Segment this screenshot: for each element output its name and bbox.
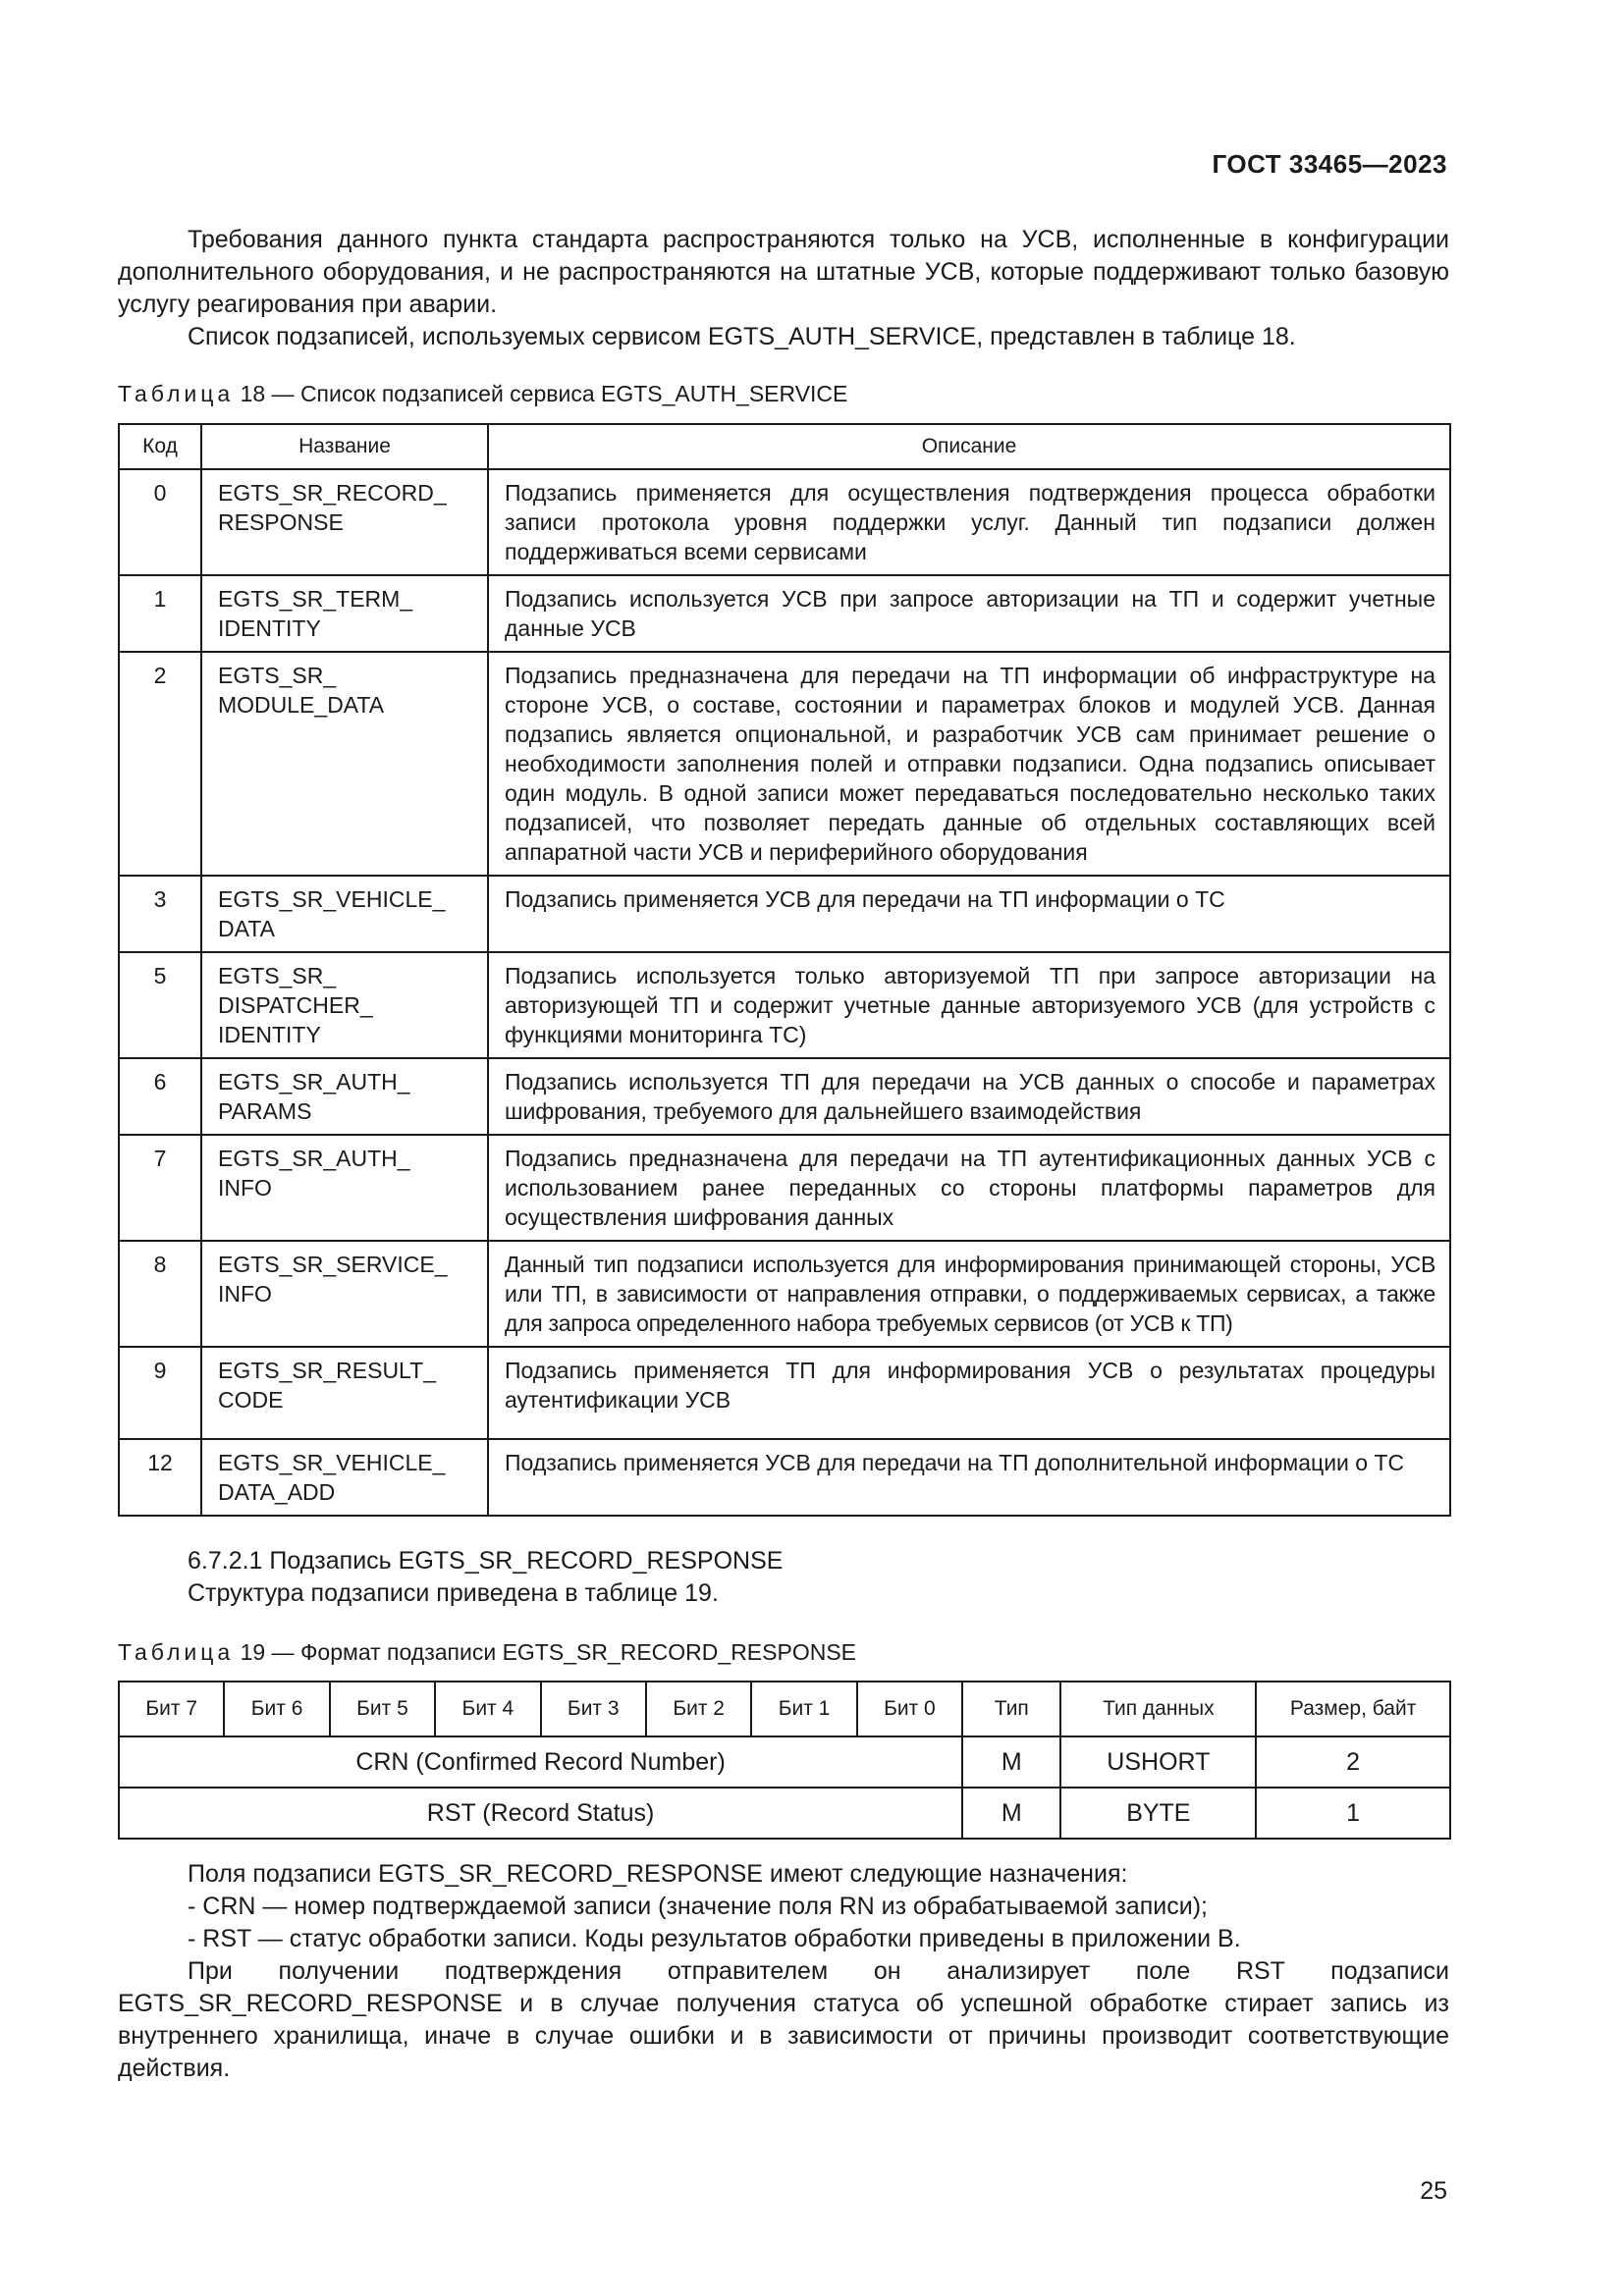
- header-size: Размер, байт: [1256, 1682, 1450, 1736]
- header-data-type: Тип данных: [1060, 1682, 1256, 1736]
- intro-paragraph-2: Список подзаписей, используемых сервисом EGTS_AUTH_SERVICE, представлен в таблице 18.: [188, 323, 1296, 350]
- record-response-format-table: [118, 1681, 1451, 1840]
- table19-caption-title: 19 — Формат подзаписи EGTS_SR_RECORD_RESPONSE: [234, 1639, 857, 1665]
- table18-caption-prefix: Таблица: [118, 381, 235, 406]
- table19-header-row: [119, 1682, 1450, 1736]
- header-bit-4: Бит 4: [435, 1682, 540, 1736]
- row-description: Подзапись применяется ТП для информирования УСВ о результатах процедуры аутентификации УСВ: [488, 1347, 1450, 1439]
- row-name: EGTS_SR_ MODULE_DATA: [201, 652, 488, 876]
- row-code: 2: [119, 652, 201, 876]
- confirmation-handling-paragraph: При получении подтверждения отправителем он анализирует поле RST подзаписи EGTS_SR_RECORD_RESPONSE и в случае получения статуса об успешной обработке стирает запись из внутреннего хранилища, иначе в случае ошибки и в зависимости от причины производит соответствующие действия.: [118, 1957, 1449, 2082]
- table19-caption: [118, 1639, 856, 1666]
- row-name: EGTS_SR_AUTH_ PARAMS: [201, 1058, 488, 1135]
- row-name: EGTS_SR_AUTH_ INFO: [201, 1135, 488, 1241]
- row-name: EGTS_SR_RECORD_ RESPONSE: [201, 469, 488, 575]
- row-name: EGTS_SR_SERVICE_ INFO: [201, 1241, 488, 1347]
- row-description: Подзапись предназначена для передачи на ТП аутентификационных данных УСВ с использованием ранее переданных со стороны платформы параметров для осуществления шифрования данных: [488, 1135, 1450, 1241]
- field-name: CRN (Confirmed Record Number): [119, 1736, 962, 1788]
- table-row: [119, 652, 1450, 876]
- row-code: 0: [119, 469, 201, 575]
- table-row: [119, 1135, 1450, 1241]
- table-row: [119, 1736, 1450, 1788]
- field-size: 2: [1256, 1736, 1450, 1788]
- fields-description: [118, 1858, 1449, 2085]
- table18-caption: [118, 381, 847, 407]
- field-type: M: [962, 1736, 1060, 1788]
- header-type: Тип: [962, 1682, 1060, 1736]
- row-name: EGTS_SR_RESULT_ CODE: [201, 1347, 488, 1439]
- section-6-7-2-1: [118, 1545, 1449, 1610]
- field-data-type: BYTE: [1060, 1788, 1256, 1839]
- header-bit-5: Бит 5: [330, 1682, 435, 1736]
- field-data-type: USHORT: [1060, 1736, 1256, 1788]
- row-name: EGTS_SR_VEHICLE_ DATA: [201, 876, 488, 952]
- table-row: [119, 1788, 1450, 1839]
- table-row: [119, 952, 1450, 1058]
- intro-text: [118, 224, 1449, 353]
- page-number: 25: [1420, 2177, 1447, 2205]
- table19-caption-prefix: Таблица: [118, 1639, 235, 1665]
- row-description: Подзапись применяется УСВ для передачи на ТП дополнительной информации о ТС: [488, 1439, 1450, 1516]
- table-row: [119, 1058, 1450, 1135]
- subrecord-list-table: [118, 423, 1451, 1517]
- row-description: Данный тип подзаписи используется для информирования принимающей стороны, УСВ или ТП, в зависимости от направления отправки, о поддерживаемых сервисах, а также для запроса определенного набора требуемых сервисов (от УСВ к ТП): [488, 1241, 1450, 1347]
- table-row: [119, 1347, 1450, 1439]
- header-description: Описание: [488, 424, 1450, 469]
- table-row: [119, 469, 1450, 575]
- header-name: Название: [201, 424, 488, 469]
- row-description: Подзапись предназначена для передачи на ТП информации об инфраструктуре на стороне УСВ, о составе, состоянии и параметрах блоков и модулей УСВ. Данная подзапись является опциональной, и разработчик УСВ сам принимает решение о необходимости заполнения полей и отправки подзаписи. Одна подзапись описывает один модуль. В одной записи может передаваться последовательно несколько таких подзаписей, что позволяет передать данные об отдельных составляющих всей аппаратной части УСВ и периферийного оборудования: [488, 652, 1450, 876]
- table-row: [119, 1241, 1450, 1347]
- row-code: 8: [119, 1241, 201, 1347]
- row-code: 7: [119, 1135, 201, 1241]
- table-row: [119, 1439, 1450, 1516]
- header-bit-2: Бит 2: [646, 1682, 751, 1736]
- field-size: 1: [1256, 1788, 1450, 1839]
- standard-designation: ГОСТ 33465—2023: [1212, 149, 1447, 179]
- header-bit-3: Бит 3: [541, 1682, 646, 1736]
- row-name: EGTS_SR_ DISPATCHER_ IDENTITY: [201, 952, 488, 1058]
- row-name: EGTS_SR_VEHICLE_ DATA_ADD: [201, 1439, 488, 1516]
- row-description: Подзапись применяется УСВ для передачи на ТП информации о ТС: [488, 876, 1450, 952]
- table-row: [119, 575, 1450, 652]
- row-description: Подзапись используется УСВ при запросе авторизации на ТП и содержит учетные данные УСВ: [488, 575, 1450, 652]
- row-description: Подзапись используется только авторизуемой ТП при запросе авторизации на авторизующей ТП и содержит учетные данные авторизуемого УСВ (для устройств с функциями мониторинга ТС): [488, 952, 1450, 1058]
- row-name: EGTS_SR_TERM_ IDENTITY: [201, 575, 488, 652]
- field-crn-description: - CRN — номер подтверждаемой записи (значение поля RN из обрабатываемой записи);: [188, 1893, 1208, 1920]
- header-bit-1: Бит 1: [751, 1682, 856, 1736]
- section-heading: 6.7.2.1 Подзапись EGTS_SR_RECORD_RESPONSE: [188, 1547, 784, 1575]
- row-code: 9: [119, 1347, 201, 1439]
- table-row: [119, 876, 1450, 952]
- header-code: Код: [119, 424, 201, 469]
- row-description: Подзапись применяется для осуществления подтверждения процесса обработки записи протокола уровня поддержки услуг. Данный тип подзаписи должен поддерживаться всеми сервисами: [488, 469, 1450, 575]
- fields-intro: Поля подзаписи EGTS_SR_RECORD_RESPONSE имеют следующие назначения:: [188, 1860, 1128, 1888]
- table18-header-row: [119, 424, 1450, 469]
- field-type: M: [962, 1788, 1060, 1839]
- field-name: RST (Record Status): [119, 1788, 962, 1839]
- header-bit-0: Бит 0: [857, 1682, 962, 1736]
- row-description: Подзапись используется ТП для передачи на УСВ данных о способе и параметрах шифрования, требуемого для дальнейшего взаимодействия: [488, 1058, 1450, 1135]
- intro-paragraph-1: Требования данного пункта стандарта распространяются только на УСВ, исполненные в конфигурации дополнительного оборудования, и не распространяются на штатные УСВ, которые поддерживают только базовую услугу реагирования при аварии.: [118, 226, 1449, 318]
- table18-caption-title: 18 — Список подзаписей сервиса EGTS_AUTH_SERVICE: [234, 381, 848, 406]
- header-bit-6: Бит 6: [224, 1682, 329, 1736]
- field-rst-description: - RST — статус обработки записи. Коды результатов обработки приведены в приложении В.: [188, 1925, 1241, 1952]
- row-code: 5: [119, 952, 201, 1058]
- header-bit-7: Бит 7: [119, 1682, 224, 1736]
- section-structure-note: Структура подзаписи приведена в таблице 19.: [188, 1579, 719, 1607]
- row-code: 1: [119, 575, 201, 652]
- row-code: 3: [119, 876, 201, 952]
- row-code: 6: [119, 1058, 201, 1135]
- row-code: 12: [119, 1439, 201, 1516]
